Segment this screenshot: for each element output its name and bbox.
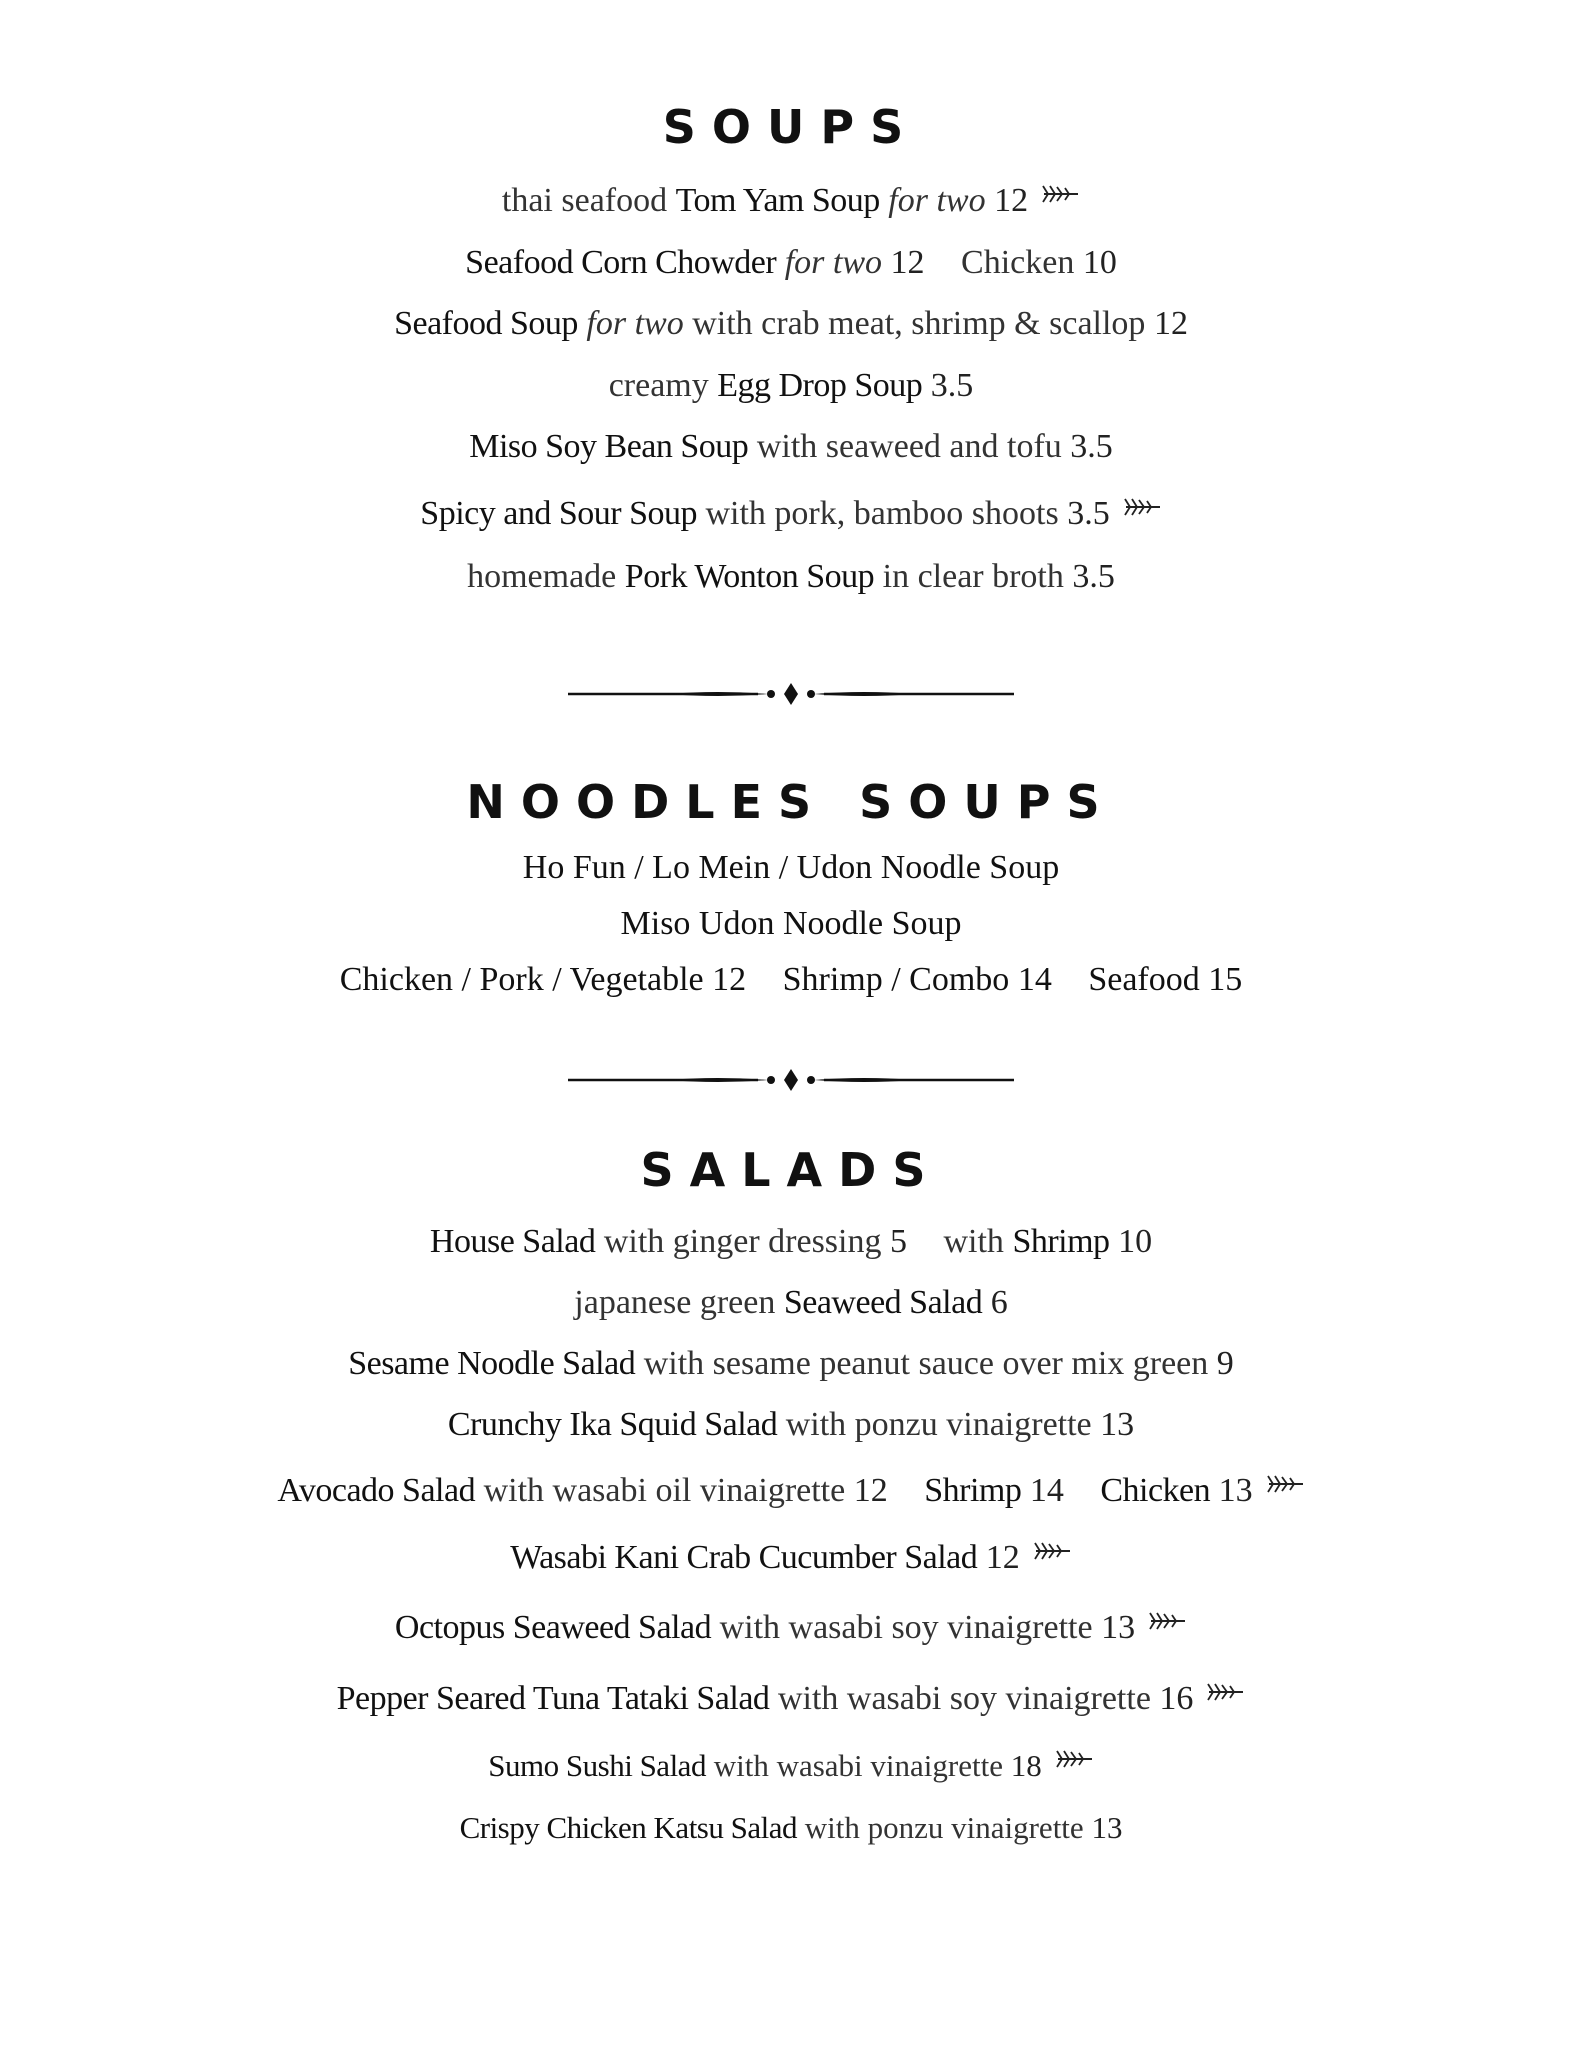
salad-item-ika-squid xyxy=(0,1405,1582,1445)
item-description: with seaweed and tofu xyxy=(756,428,1062,465)
noodle-option-label: Seafood xyxy=(1088,961,1200,998)
item-name: Sesame Noodle Salad xyxy=(348,1345,636,1382)
item-price: 12 xyxy=(994,182,1029,219)
soup-item-egg-drop xyxy=(0,366,1582,406)
item-price: 3.5 xyxy=(1067,495,1110,532)
item-description: with wasabi oil vinaigrette xyxy=(483,1472,846,1509)
item-description: with ponzu vinaigrette xyxy=(785,1406,1092,1443)
item-description: with pork, bamboo shoots xyxy=(705,495,1059,532)
item-alt2-name: Chicken xyxy=(1100,1472,1211,1509)
item-alt-name: Shrimp xyxy=(924,1472,1022,1509)
item-alt-prefix: with xyxy=(943,1223,1004,1260)
item-price: 9 xyxy=(1216,1345,1234,1382)
soup-item-seafood-soup xyxy=(0,304,1582,344)
spicy-leaf-icon xyxy=(1040,183,1080,205)
spicy-leaf-icon xyxy=(1265,1473,1305,1495)
noodle-option-label: Chicken / Pork / Vegetable xyxy=(339,961,704,998)
item-price: 12 xyxy=(853,1472,888,1509)
item-serving: for two xyxy=(784,244,883,281)
item-description: with ginger dressing xyxy=(603,1223,882,1260)
item-serving: for two xyxy=(888,182,986,219)
salad-item-house xyxy=(0,1222,1582,1262)
item-name: Avocado Salad xyxy=(277,1472,476,1509)
noodle-line-2: Miso Udon Noodle Soup xyxy=(620,905,962,942)
item-name: Spicy and Sour Soup xyxy=(420,495,697,532)
item-price: 18 xyxy=(1010,1748,1042,1783)
spicy-leaf-icon xyxy=(1122,496,1162,518)
item-price: 13 xyxy=(1091,1810,1123,1845)
salads-heading: SALADS xyxy=(640,1143,942,1197)
noodle-option-price: 14 xyxy=(1017,961,1052,998)
item-description: with crab meat, shrimp & scallop xyxy=(692,305,1146,342)
soup-item-pork-wonton xyxy=(0,557,1582,597)
item-alt-name: Chicken xyxy=(961,244,1075,281)
salad-item-chicken-katsu xyxy=(0,1808,1582,1848)
item-alt-name: Shrimp xyxy=(1012,1223,1110,1260)
item-description: with ponzu vinaigrette xyxy=(804,1810,1084,1845)
noodle-line-1: Ho Fun / Lo Mein / Udon Noodle Soup xyxy=(522,849,1060,886)
item-serving: for two xyxy=(586,305,684,342)
item-description: with wasabi soy vinaigrette xyxy=(777,1680,1151,1717)
item-alt-price: 14 xyxy=(1029,1472,1064,1509)
item-description: creamy xyxy=(608,367,709,404)
noodle-option-label: Shrimp / Combo xyxy=(782,961,1010,998)
item-description: homemade xyxy=(467,558,617,595)
noodle-option-price: 15 xyxy=(1208,961,1243,998)
item-name: Seaweed Salad xyxy=(783,1284,983,1321)
item-name: Pork Wonton Soup xyxy=(624,558,875,595)
item-name: Octopus Seaweed Salad xyxy=(394,1609,712,1646)
item-description: with wasabi soy vinaigrette xyxy=(719,1609,1093,1646)
noodle-soups-heading: NOODLES SOUPS xyxy=(466,775,1116,829)
soup-item-corn-chowder xyxy=(0,243,1582,283)
salad-item-octopus xyxy=(0,1608,1582,1648)
item-price: 3.5 xyxy=(1072,558,1115,595)
salad-item-kani-crab xyxy=(0,1538,1582,1578)
salad-item-sesame-noodle xyxy=(0,1344,1582,1384)
item-name: Crispy Chicken Katsu Salad xyxy=(459,1810,797,1845)
soups-heading: SOUPS xyxy=(662,100,920,154)
item-price: 16 xyxy=(1159,1680,1194,1717)
salad-item-tuna-tataki xyxy=(0,1679,1582,1719)
item-name: Pepper Seared Tuna Tataki Salad xyxy=(336,1680,770,1717)
item-description: with sesame peanut sauce over mix green xyxy=(643,1345,1209,1382)
item-price: 13 xyxy=(1101,1609,1136,1646)
item-alt-price: 10 xyxy=(1118,1223,1153,1260)
ornamental-divider xyxy=(568,1068,1014,1092)
ornamental-divider xyxy=(568,682,1014,706)
item-price: 6 xyxy=(990,1284,1008,1321)
noodle-option-price: 12 xyxy=(712,961,747,998)
item-price: 5 xyxy=(889,1223,907,1260)
item-price: 13 xyxy=(1100,1406,1135,1443)
item-price: 12 xyxy=(985,1539,1020,1576)
item-description: thai seafood xyxy=(501,182,668,219)
item-name: Miso Soy Bean Soup xyxy=(469,428,749,465)
soup-item-tom-yam xyxy=(0,181,1582,221)
spicy-leaf-icon xyxy=(1205,1681,1245,1703)
item-name: Seafood Corn Chowder xyxy=(465,244,777,281)
item-alt-price: 10 xyxy=(1082,244,1117,281)
salad-item-sumo-sushi xyxy=(0,1746,1582,1786)
salad-item-seaweed xyxy=(0,1283,1582,1323)
item-name: Tom Yam Soup xyxy=(675,182,880,219)
item-alt2-price: 13 xyxy=(1218,1472,1253,1509)
item-price: 3.5 xyxy=(1070,428,1113,465)
item-description-after: in clear broth xyxy=(882,558,1064,595)
item-name: Crunchy Ika Squid Salad xyxy=(447,1406,778,1443)
item-price: 12 xyxy=(1153,305,1188,342)
item-name: House Salad xyxy=(429,1223,596,1260)
noodle-options xyxy=(0,960,1582,1000)
spicy-leaf-icon xyxy=(1147,1610,1187,1632)
spicy-leaf-icon xyxy=(1054,1748,1094,1770)
item-description: with wasabi vinaigrette xyxy=(713,1748,1003,1783)
salad-item-avocado xyxy=(0,1471,1582,1511)
item-name: Sumo Sushi Salad xyxy=(488,1748,706,1783)
item-name: Wasabi Kani Crab Cucumber Salad xyxy=(510,1539,978,1576)
spicy-leaf-icon xyxy=(1032,1540,1072,1562)
item-name: Seafood Soup xyxy=(394,305,578,342)
soup-item-miso xyxy=(0,427,1582,467)
soup-item-spicy-sour xyxy=(0,494,1582,534)
item-price: 3.5 xyxy=(930,367,974,404)
item-price: 12 xyxy=(890,244,925,281)
item-name: Egg Drop Soup xyxy=(717,367,923,404)
item-description: japanese green xyxy=(574,1284,776,1321)
